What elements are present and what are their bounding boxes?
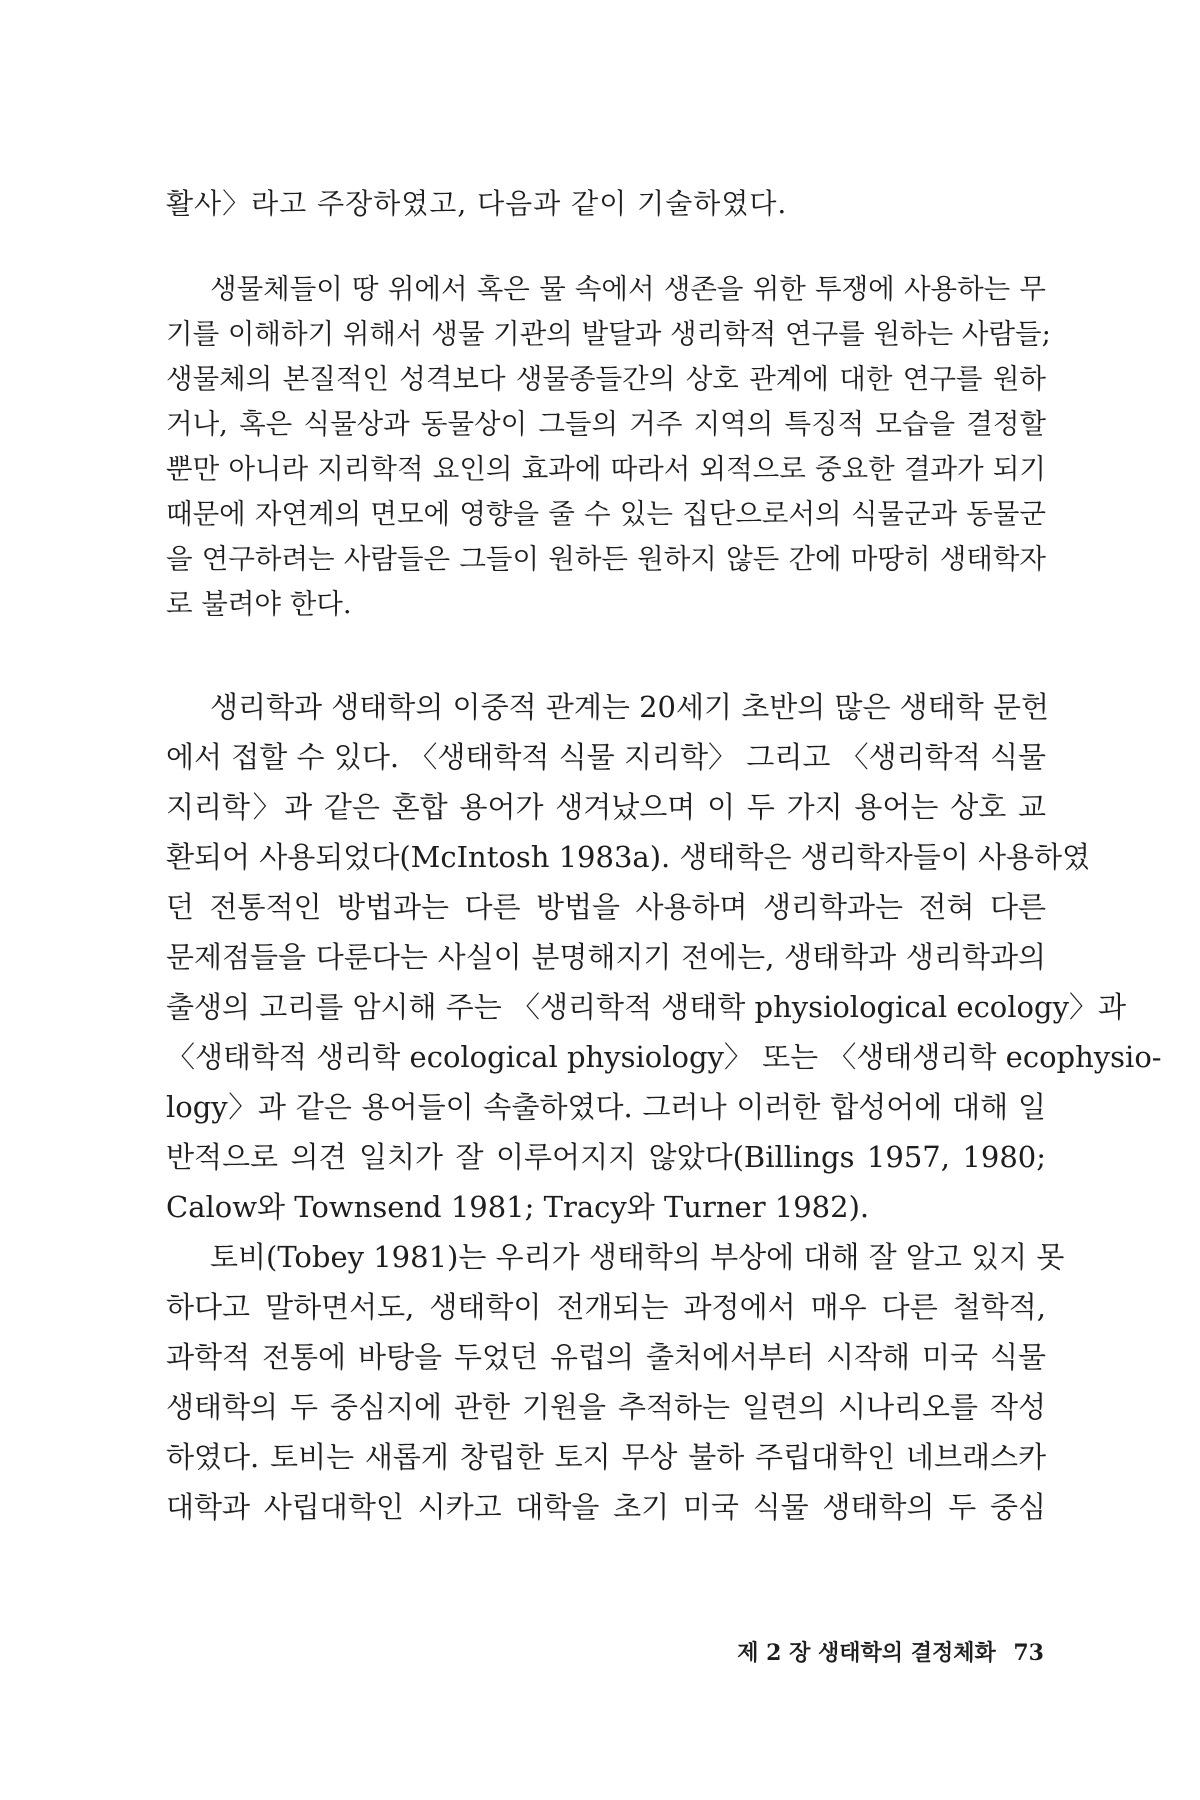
body-line: 생리학과 생태학의 이중적 관계는 20세기 초반의 많은 생태학 문헌 — [210, 690, 1050, 724]
quote-line: 로 불려야 한다. — [166, 588, 352, 620]
quote-line: 을 연구하려는 사람들은 그들이 원하든 원하지 않든 간에 마땅히 생태학자 — [166, 543, 1046, 575]
quote-line: 생물체들이 땅 위에서 혹은 물 속에서 생존을 위한 투쟁에 사용하는 무 — [210, 273, 1046, 305]
body-line: 에서 접할 수 있다. 〈생태학적 식물 지리학〉 그리고 〈생리학적 식물 — [166, 740, 1046, 774]
body-line: 하다고 말하면서도, 생태학이 전개되는 과정에서 매우 다른 철학적, — [166, 1290, 1046, 1324]
body-line: 던 전통적인 방법과는 다른 방법을 사용하며 생리학과는 전혀 다른 — [166, 890, 1046, 924]
body-line: Calow와 Townsend 1981; Tracy와 Turner 1982). — [166, 1190, 870, 1224]
intro-line: 활사〉라고 주장하였고, 다음과 같이 기술하였다. — [166, 187, 788, 220]
body-line: logy〉과 같은 용어들이 속출하였다. 그러나 이러한 합성어에 대해 일 — [166, 1090, 1046, 1124]
page-number: 73 — [1013, 1640, 1044, 1666]
body-line: 지리학〉과 같은 혼합 용어가 생겨났으며 이 두 가지 용어는 상호 교 — [166, 790, 1046, 824]
page-footer — [727, 1636, 1044, 1667]
quote-line: 때문에 자연계의 면모에 영향을 줄 수 있는 집단으로서의 식물군과 동물군 — [166, 498, 1046, 530]
body-line: 반적으로 의견 일치가 잘 이루어지지 않았다(Billings 1957, 1980; — [166, 1140, 1046, 1174]
quote-line: 뿐만 아니라 지리학적 요인의 효과에 따라서 외적으로 중요한 결과가 되기 — [166, 453, 1046, 485]
body-line: 〈생태학적 생리학 ecological physiology〉 또는 〈생태생리학 ecophysio- — [166, 1040, 1162, 1074]
body-line: 출생의 고리를 암시해 주는 〈생리학적 생태학 physiological ecology〉과 — [166, 990, 1126, 1024]
body-line: 대학과 사립대학인 시카고 대학을 초기 미국 식물 생태학의 두 중심 — [166, 1490, 1046, 1524]
quote-line: 거나, 혹은 식물상과 동물상이 그들의 거주 지역의 특징적 모습을 결정할 — [166, 408, 1046, 440]
quote-line: 생물체의 본질적인 성격보다 생물종들간의 상호 관계에 대한 연구를 원하 — [166, 363, 1046, 395]
quote-line: 기를 이해하기 위해서 생물 기관의 발달과 생리학적 연구를 원하는 사람들; — [166, 318, 1051, 350]
body-line: 환되어 사용되었다(McIntosh 1983a). 생태학은 생리학자들이 사용하였 — [166, 840, 1091, 874]
body-line: 생태학의 두 중심지에 관한 기원을 추적하는 일련의 시나리오를 작성 — [166, 1390, 1046, 1424]
body-line: 과학적 전통에 바탕을 두었던 유럽의 출처에서부터 시작해 미국 식물 — [166, 1340, 1046, 1374]
chapter-title: 제 2 장 생태학의 결정체화 — [737, 1640, 996, 1666]
body-line: 토비(Tobey 1981)는 우리가 생태학의 부상에 대해 잘 알고 있지 못 — [210, 1240, 1065, 1274]
body-line: 문제점들을 다룬다는 사실이 분명해지기 전에는, 생태학과 생리학과의 — [166, 940, 1046, 974]
body-line: 하였다. 토비는 새롭게 창립한 토지 무상 불하 주립대학인 네브래스카 — [166, 1440, 1046, 1474]
